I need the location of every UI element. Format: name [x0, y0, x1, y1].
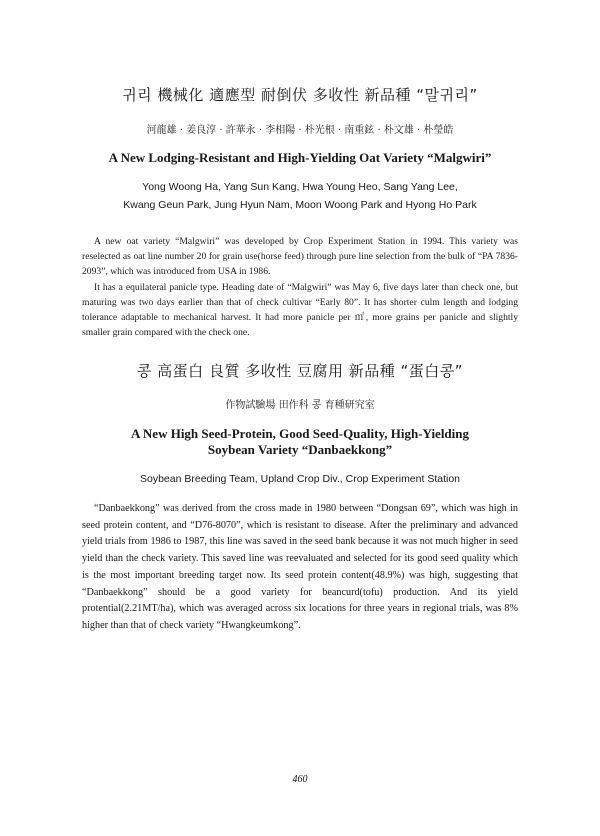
article2-english-title-line1: A New High Seed-Protein, Good Seed-Quality, High-Yielding: [130, 426, 470, 441]
article1-abstract-paragraph-1: A new oat variety “Malgwiri” was developed by Crop Experiment Station in 1994. This variety was reselected as oat line number 20 for grain use(horse feed) through pure line selection from the bulk of “PA 7836-2093”, which was introduced from USA in 1986.: [82, 236, 518, 277]
article1-english-authors-line2: Kwang Geun Park, Jung Hyun Nam, Moon Woong Park and Hyong Ho Park: [123, 199, 477, 211]
article2-english-affiliation: Soybean Breeding Team, Upland Crop Div., Crop Experiment Station: [139, 473, 461, 485]
article2-korean-affiliation: 作物試驗場 田作科 콩 育種研究室: [225, 400, 375, 411]
page-number: 460: [292, 774, 308, 785]
article1-korean-title: 귀리 機械化 適應型 耐倒伏 多收性 新品種 “말귀리”: [122, 86, 478, 104]
article1-english-authors-line1: Yong Woong Ha, Yang Sun Kang, Hwa Young Heo, Sang Yang Lee,: [142, 181, 458, 193]
article1-english-title: A New Lodging-Resistant and High-Yielding Oat Variety “Malgwiri”: [108, 150, 492, 165]
article2-english-title-line2: Soybean Variety “Danbaekkong”: [207, 442, 393, 457]
article1-korean-authors: 河龍雄 · 姜良淳 · 許華永 · 李相陽 · 朴光根 · 南重鉉 · 朴文雄 · 朴瑩皓: [146, 125, 454, 136]
article2-korean-title: 콩 高蛋白 良質 多收性 豆腐用 新品種 “蛋白콩”: [136, 362, 464, 380]
article1-abstract-paragraph-2: It has a equilateral panicle type. Heading date of “Malgwiri” was May 6, five days later than check one, but maturing was two days earlier than that of check cultivar “Early 80”. It has shorter culm length and lodging tolerance adaptable to mechanical harvest. It had more panicle per ㎡, more grains per panicle and slightly smaller grain compared with the check one.: [82, 282, 518, 338]
article2-abstract-paragraph: “Danbaekkong” was derived from the cross made in 1980 between “Dongsan 69”, which was high in seed protein content, and “D76-8070”, which is resistant to disease. After the preliminary and advanced yield trials from 1986 to 1987, this line was saved in the seed bank because it was not much higher in seed yield than the check variety. This saved line was reevaluated and selected for its good seed quality which is the most important breeding target now. Its seed protein content(48.9%) was high, suggesting that “Danbaekkong” should be a good variety for beancurd(tofu) production. And its yield protential(2.21MT/ha), which was averaged across six locations for three years in regional trials, was 8% higher than that of check variety “Hwangkeumkong”.: [82, 503, 518, 631]
